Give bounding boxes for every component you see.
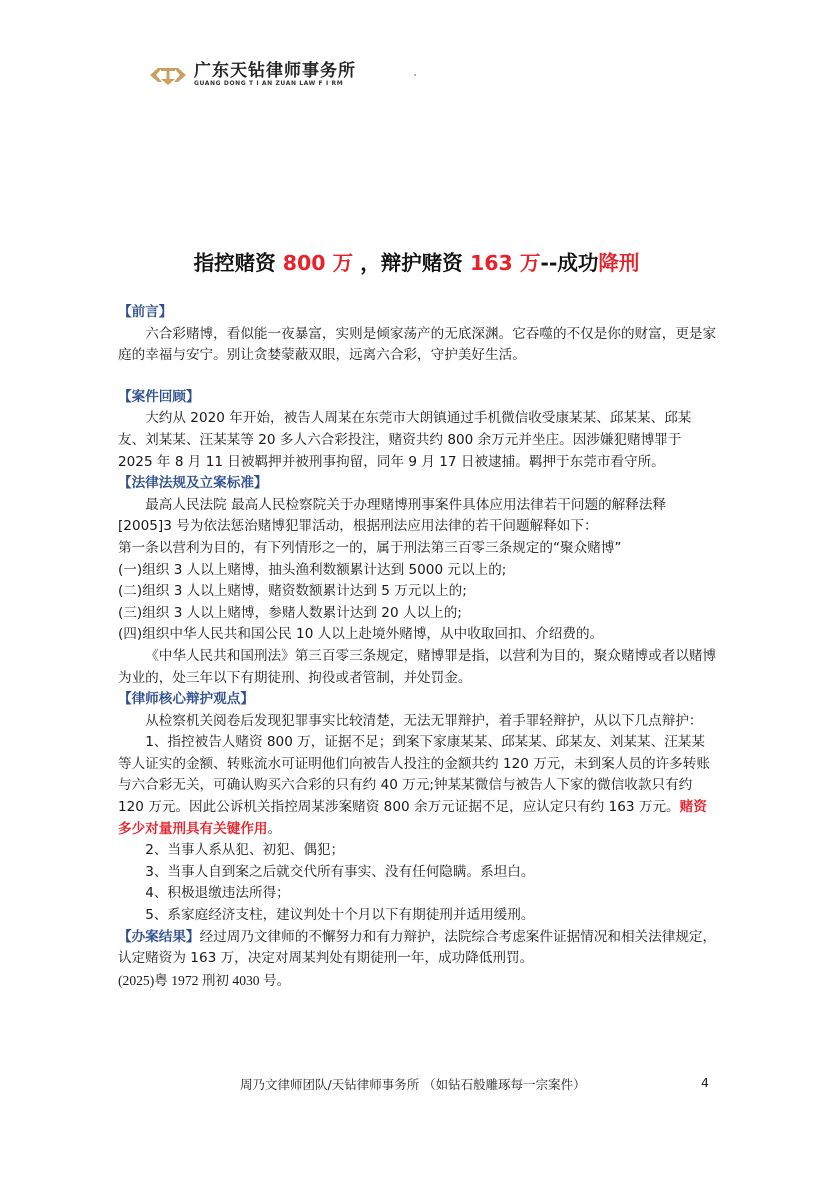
diamond-logo-icon	[148, 64, 188, 86]
law-article: 第一条以营利为目的，有下列情形之一的，属于刑法第三百零三条规定的“聚众赌博”	[118, 539, 622, 556]
title-red-outcome: 降刑	[598, 251, 640, 275]
defense-point: 3、当事人自到案之后就交代所有事实、没有任何隐瞒。系坦白。	[145, 863, 535, 880]
title-text: --成功	[540, 251, 599, 275]
law-item: (三)组织 3 人以上赌博，参赌人数累计达到 20 人以上的;	[118, 604, 462, 621]
defense-point-1-highlight: 赌资多少对量刑具有关键作用	[118, 799, 707, 837]
firm-logo	[148, 62, 356, 87]
law-item: (二)组织 3 人以上赌博，赌资数额累计达到 5 万元以上的;	[118, 583, 467, 600]
defense-point-1-text: 1、指控被告人赌资 800 万，证据不足；到案下家康某某、邱某某、邱某友、刘某某、汪某某等人证实的金额、转账流水可证明他们向被告人投注的金额共约 120 万元，未到案人员的许多转账与六合彩无关，可确认购买六合彩的只有约 40 万元;钟某某微信与被告人下家的微信收款只有约 120 万元。因此公诉机关指控周某涉案赌资 800 余万元证据不足，应认定只有约 163 万元。	[118, 734, 710, 816]
result-paragraph	[118, 927, 718, 970]
defense-point-1	[118, 732, 718, 840]
logo-english-name: GUANG DONG T I AN ZUAN LAW F I RM	[194, 80, 344, 87]
result-text: 经过周乃文律师的不懈努力和有力辩护，法院综合考虑案件证据情况和相关法律规定，认定赌资为 163 万，决定对周某判处有期徒刑一年，成功降低刑罚。	[118, 928, 717, 967]
law-item: (一)组织 3 人以上赌博，抽头渔利数额累计达到 5000 元以上的;	[118, 561, 507, 578]
defense-intro: 从检察机关阅卷后发现犯罪事实比较清楚，无法无罪辩护，着手罪轻辩护，从以下几点辩护：	[145, 712, 703, 729]
preface-paragraph: 六合彩赌博，看似能一夜暴富，实则是倾家荡产的无底深渊。它吞噬的不仅是你的财富，更是家庭的幸福与安宁。别让贪婪蒙蔽双眼，远离六合彩，守护美好生活。	[118, 325, 717, 364]
title-red-amount-2: 163 万	[469, 251, 541, 275]
page-number: 4	[701, 1075, 709, 1090]
header-dot	[414, 74, 416, 76]
defense-point: 4、积极退缴违法所得；	[145, 885, 290, 902]
defense-point-1-end: 。	[267, 820, 282, 837]
section-heading-defense: 【律师核心辩护观点】	[118, 691, 254, 708]
defense-point: 5、系家庭经济支柱，建议判处十个月以下有期徒刑并适用缓刑。	[145, 907, 535, 924]
section-heading-case-review: 【案件回顾】	[118, 388, 200, 405]
law-item: (四)组织中华人民共和国公民 10 人以上赴境外赌博，从中收取回扣、介绍费的。	[118, 626, 604, 643]
document-title	[0, 246, 833, 276]
defense-point: 2、当事人系从犯、初犯、偶犯；	[145, 842, 345, 859]
title-text: ，辩护赌资	[353, 251, 470, 275]
case-review-paragraph: 大约从 2020 年开始，被告人周某在东莞市大朗镇通过手机微信收受康某某、邱某某、邱某友、刘某某、汪某某等 20 多人六合彩投注，赌资共约 800 余万元并坐庄。因涉嫌犯赌博罪于 2025 年 8 月 11 日被羁押并被刑事拘留，同年 9 月 17 日被逮捕。羁押于东莞市看守所。	[118, 410, 692, 470]
page-footer: 周乃文律师团队/天钻律师事务所 （如钻石般雕琢每一宗案件）	[240, 1077, 586, 1092]
case-number: (2025)粤 1972 刑初 4030 号。	[118, 972, 291, 988]
criminal-law-paragraph: 《中华人民共和国刑法》第三百零三条规定，赌博罪是指，以营利为目的，聚众赌博或者以赌博为业的，处三年以下有期徒刑、拘役或者管制，并处罚金。	[118, 647, 717, 686]
title-text: 指控赌资	[193, 251, 283, 275]
law-intro-paragraph: 最高人民法院 最高人民检察院关于办理赌博刑事案件具体应用法律若干问题的解释法释[2005]3 号为依法惩治赌博犯罪活动，根据刑法应用法律的若干问题解释如下：	[118, 496, 667, 535]
document-body	[118, 302, 718, 991]
section-heading-preface: 【前言】	[118, 304, 173, 320]
logo-chinese-name: 广东天钻律师事务所	[194, 61, 356, 81]
section-heading-result: 【办案结果】	[118, 928, 200, 945]
title-red-amount-1: 800 万	[282, 251, 354, 275]
section-heading-law: 【法律法规及立案标准】	[118, 475, 268, 492]
